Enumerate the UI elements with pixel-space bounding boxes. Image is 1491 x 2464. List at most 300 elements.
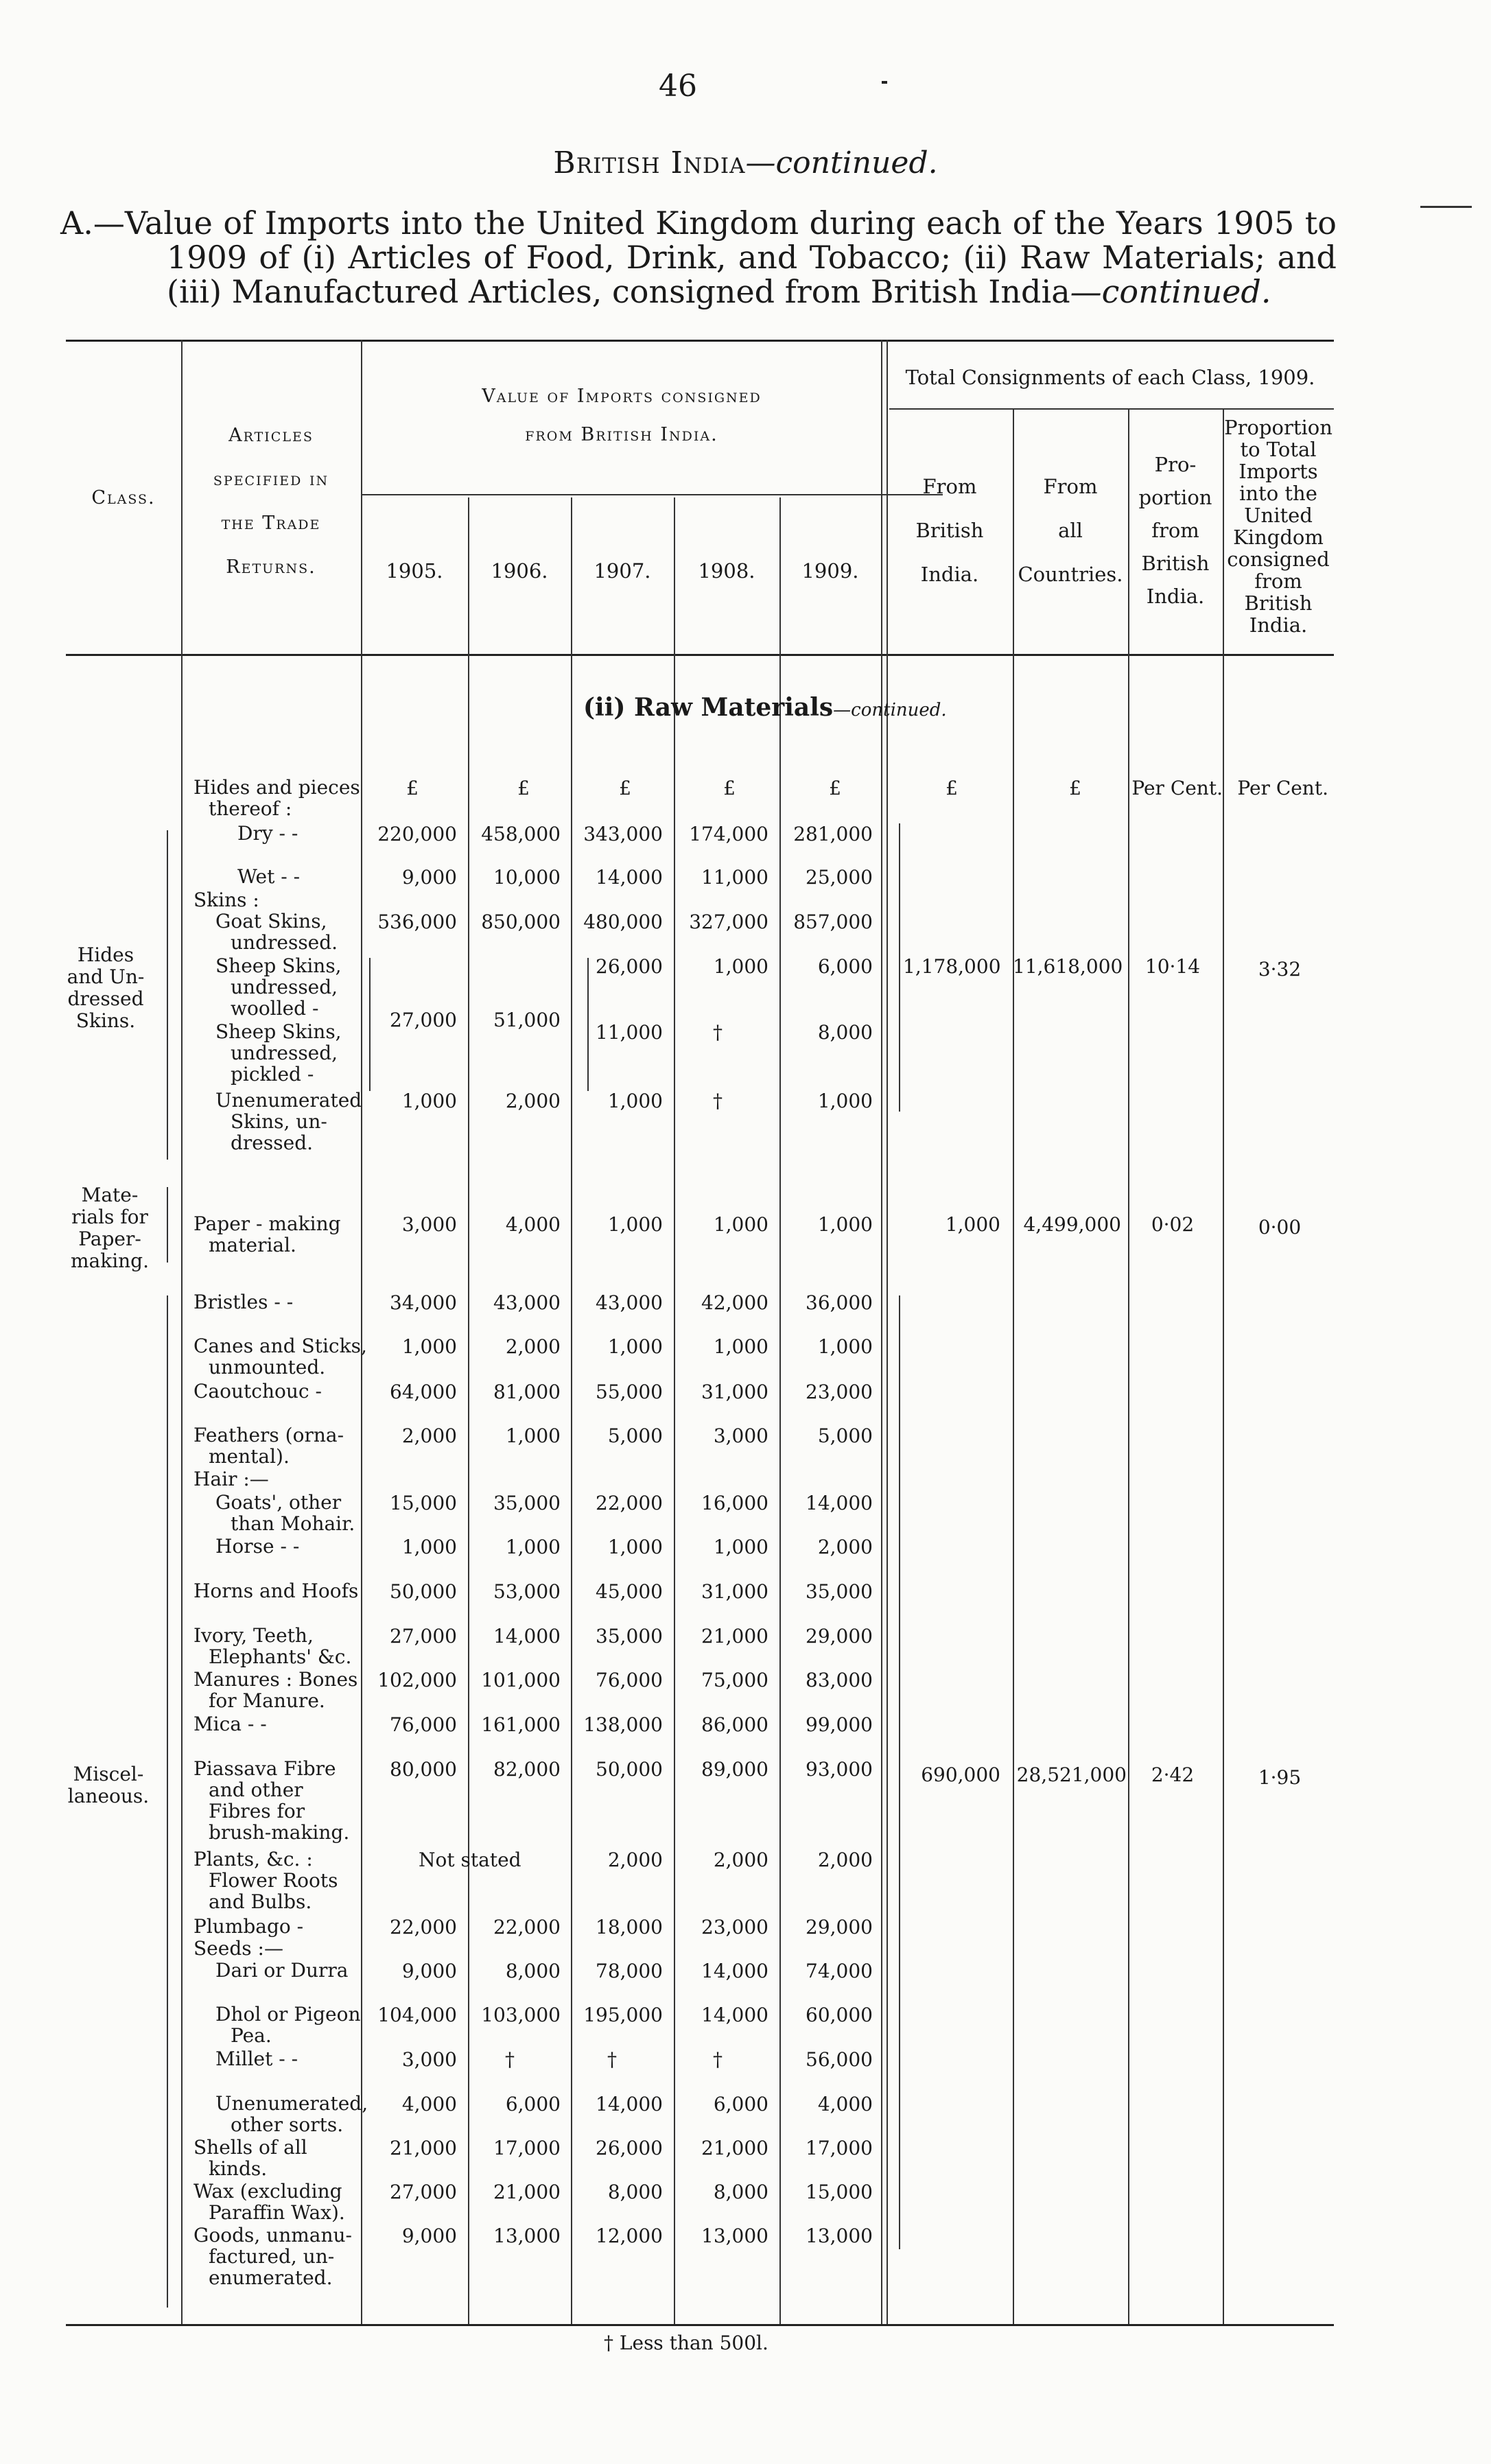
row-sheep-w-label-1: Sheep Skins, [215, 954, 342, 977]
cell-r1-c1: 458,000 [481, 823, 561, 845]
cell-r22-c2: 18,000 [596, 1916, 663, 1938]
total-hides-british: 1,178,000 [903, 955, 1001, 978]
cell-r30-c0: 9,000 [401, 2225, 457, 2247]
row-bristles: Bristles - - [193, 1291, 294, 1313]
cell-r11-c0: 64,000 [390, 1381, 457, 1403]
vrule-totals-left-a [881, 340, 882, 2324]
cell-r10-c3: 1,000 [713, 1335, 768, 1358]
cell-r1-c0: 220,000 [377, 823, 457, 845]
cell-r19-c2: 138,000 [583, 1713, 663, 1736]
header-prop-total-7: consigned [1227, 548, 1330, 571]
cell-r18-c4: 83,000 [806, 1669, 873, 1691]
cell-r4-c2: 480,000 [583, 911, 663, 933]
cell-r14-c4: 14,000 [806, 1492, 873, 1514]
header-year-1906: 1906. [491, 559, 548, 583]
cell-r28-c2: 26,000 [596, 2137, 663, 2159]
cell-r17-c2: 35,000 [596, 1625, 663, 1647]
cell-r21-c4: 2,000 [817, 1849, 873, 1871]
row-plants-label-2: Flower Roots [209, 1869, 338, 1892]
row-piassava-label-1: Piassava Fibre [193, 1757, 336, 1780]
row-dhol-label-2: Pea. [231, 2024, 272, 2047]
row-shells [193, 2137, 307, 2179]
row-piassava-label-2: and other [209, 1779, 303, 1801]
cell-r4-c3: 327,000 [689, 911, 768, 933]
header-from-all-1: From [1043, 475, 1098, 498]
title-line-1: A.—Value of Imports into the United Kingdom during each of the Years 1905 to [60, 204, 1337, 242]
unit-prop-total: Per Cent. [1237, 777, 1328, 799]
cell-r7-c4: 1,000 [817, 1090, 873, 1112]
cell-r22-c3: 23,000 [701, 1916, 768, 1938]
cell-r14-c3: 16,000 [701, 1492, 768, 1514]
row-shells-label-2: kinds. [209, 2157, 268, 2180]
cell-r26-c1: † [505, 2048, 515, 2071]
title-line-3-text: (iii) Manufactured Articles, consigned from British India [167, 273, 1070, 310]
cell-r28-c0: 21,000 [390, 2137, 457, 2159]
row-sheep-p-label-2: undressed, [231, 1042, 338, 1064]
cell-r8-c4: 1,000 [817, 1213, 873, 1236]
section-heading-cont: —continued. [833, 700, 947, 720]
cell-r2-c0: 9,000 [401, 866, 457, 889]
cell-r28-c3: 21,000 [701, 2137, 768, 2159]
header-value-group [361, 377, 882, 454]
row-goods [193, 2225, 352, 2288]
row-goats-hair [215, 1492, 355, 1534]
cell-r11-c1: 81,000 [493, 1381, 561, 1403]
header-prop-total-9: British [1244, 591, 1313, 615]
brace-hides-right [899, 823, 900, 1112]
cell-r24-c1: 8,000 [505, 1960, 561, 1982]
cell-r6-c1: 51,000 [493, 1009, 561, 1031]
cell-r2-c4: 25,000 [806, 866, 873, 889]
brace-misc-left [167, 1295, 168, 2308]
row-unenum-seeds [215, 2093, 368, 2135]
header-prop-total-1: Proportion [1224, 416, 1332, 439]
row-mica: Mica - - [193, 1713, 267, 1735]
row-feathers [193, 1424, 344, 1467]
cell-r24-c0: 9,000 [401, 1960, 457, 1982]
cell-r5-c3: 1,000 [713, 955, 768, 978]
cell-r10-c1: 2,000 [505, 1335, 561, 1358]
header-proportion-2: portion [1138, 486, 1212, 509]
header-year-1907: 1907. [594, 559, 651, 583]
cell-r2-c3: 11,000 [701, 866, 768, 889]
class-label-misc [64, 1763, 152, 1807]
row-goats-hair-label-1: Goats', other [215, 1491, 342, 1514]
cell-r10-c2: 1,000 [607, 1335, 663, 1358]
cell-r5-c4: 6,000 [817, 955, 873, 978]
unit-1905: £ [406, 777, 419, 799]
class-hides-1: Hides [77, 943, 134, 966]
total-misc-all: 28,521,000 [1016, 1763, 1127, 1786]
margin-mark [1420, 206, 1472, 208]
row-millet: Millet - - [215, 2048, 298, 2070]
unit-1906: £ [517, 777, 530, 799]
cell-r21-c2: 2,000 [607, 1849, 663, 1871]
cell-r24-c3: 14,000 [701, 1960, 768, 1982]
cell-r17-c0: 27,000 [390, 1625, 457, 1647]
header-value-group-1: Value of Imports consigned [482, 386, 762, 407]
cell-r1-c4: 281,000 [793, 823, 873, 845]
cell-r7-c3: † [713, 1090, 723, 1112]
section-heading-main: (ii) Raw Materials [583, 693, 834, 722]
header-prop-total-4: into the [1239, 482, 1317, 505]
rule-value-group [361, 494, 943, 495]
header-prop-total-3: Imports [1238, 460, 1318, 483]
row-unenum-skins-label-3: dressed. [231, 1131, 314, 1154]
cell-r11-c4: 23,000 [806, 1381, 873, 1403]
cell-r15-c1: 1,000 [505, 1536, 561, 1558]
cell-r14-c0: 15,000 [390, 1492, 457, 1514]
vrule-1906-left [468, 497, 469, 2324]
cell-r12-c4: 5,000 [817, 1424, 873, 1447]
row-feathers-label-1: Feathers (orna- [193, 1424, 344, 1446]
row-piassava-label-3: Fibres for [209, 1800, 305, 1822]
header-proportion-total [1223, 416, 1334, 636]
cell-r10-c0: 1,000 [401, 1335, 457, 1358]
cell-r7-c0: 1,000 [401, 1090, 457, 1112]
cell-r27-c1: 6,000 [505, 2093, 561, 2115]
cell-r25-c0: 104,000 [377, 2004, 457, 2026]
cell-r18-c0: 102,000 [377, 1669, 457, 1691]
cell-r29-c2: 8,000 [607, 2181, 663, 2203]
cell-r24-c2: 78,000 [596, 1960, 663, 1982]
row-goods-label-1: Goods, unmanu- [193, 2224, 353, 2246]
brace-paper-left [167, 1187, 168, 1263]
total-paper-british: 1,000 [945, 1213, 1000, 1236]
row-wax [193, 2181, 345, 2223]
cell-r20-c1: 82,000 [493, 1758, 561, 1781]
cell-r1-c2: 343,000 [583, 823, 663, 845]
cell-r2-c2: 14,000 [596, 866, 663, 889]
row-wax-label-2: Paraffin Wax). [209, 2201, 345, 2224]
row-hides-header-label-2: thereof : [209, 797, 292, 820]
header-prop-total-10: India. [1249, 613, 1308, 637]
cell-r28-c1: 17,000 [493, 2137, 561, 2159]
row-sheep-p-label-3: pickled - [231, 1063, 314, 1086]
cell-r19-c3: 86,000 [701, 1713, 768, 1736]
cell-r16-c2: 45,000 [596, 1580, 663, 1603]
cell-r4-c0: 536,000 [377, 911, 457, 933]
row-goods-label-3: enumerated. [209, 2266, 333, 2289]
class-paper-3: Paper- [78, 1228, 141, 1250]
row-piassava-label-4: brush-making. [209, 1821, 350, 1844]
stray-mark [882, 81, 887, 84]
cell-r30-c2: 12,000 [596, 2225, 663, 2247]
cell-r25-c4: 60,000 [806, 2004, 873, 2026]
total-paper-prop-total: 0·00 [1258, 1216, 1302, 1239]
total-misc-prop: 2·42 [1151, 1763, 1195, 1786]
row-caoutchouc: Caoutchouc - [193, 1380, 322, 1403]
row-shells-label-1: Shells of all [193, 2136, 307, 2159]
cell-r12-c2: 5,000 [607, 1424, 663, 1447]
row-piassava [193, 1758, 349, 1843]
header-articles-2: specified in [213, 469, 329, 490]
row-ivory [193, 1625, 351, 1667]
cell-r27-c3: 6,000 [713, 2093, 768, 2115]
row-plants-label-1: Plants, &c. : [193, 1848, 313, 1870]
cell-r19-c4: 99,000 [806, 1713, 873, 1736]
cell-r27-c4: 4,000 [817, 2093, 873, 2115]
class-label-paper [64, 1184, 155, 1272]
cell-r6-c2: 11,000 [596, 1021, 663, 1044]
row-sheep-w-label-3: woolled - [231, 997, 319, 1020]
header-year-1908: 1908. [698, 559, 755, 583]
running-head-caps: British India [553, 145, 746, 180]
class-misc-1: Miscel- [73, 1763, 144, 1785]
row-goat-label-2: undressed. [231, 931, 338, 954]
header-articles-1: Articles [228, 425, 314, 446]
row-seeds-header: Seeds :— [193, 1937, 283, 1960]
class-hides-2: and Un- [67, 965, 145, 988]
total-paper-prop: 0·02 [1151, 1213, 1195, 1236]
row-plants-label-3: and Bulbs. [209, 1890, 312, 1913]
title-line-3 [60, 274, 1337, 309]
cell-r17-c1: 14,000 [493, 1625, 561, 1647]
rule-top [66, 340, 1334, 342]
header-articles-4: Returns. [226, 556, 316, 578]
row-dhol [215, 2004, 361, 2046]
cell-r30-c4: 13,000 [806, 2225, 873, 2247]
row-canes [193, 1335, 367, 1378]
cell-r15-c4: 2,000 [817, 1536, 873, 1558]
cell-r15-c3: 1,000 [713, 1536, 768, 1558]
cell-r6-c4: 8,000 [817, 1021, 873, 1044]
section-heading [583, 693, 947, 722]
cell-r8-c1: 4,000 [505, 1213, 561, 1236]
row-feathers-label-2: mental). [209, 1445, 290, 1468]
row-hides-header [193, 777, 360, 819]
row-wet: Wet - - [237, 865, 301, 888]
total-paper-all: 4,499,000 [1023, 1213, 1121, 1236]
cell-r9-c0: 34,000 [390, 1291, 457, 1314]
row-hides-header-label-1: Hides and pieces [193, 776, 360, 799]
running-head [0, 145, 1491, 180]
cell-r22-c0: 22,000 [390, 1916, 457, 1938]
unit-all: £ [1069, 777, 1081, 799]
cell-r24-c4: 74,000 [806, 1960, 873, 1982]
total-hides-prop-total: 3·32 [1258, 958, 1302, 981]
cell-r26-c4: 56,000 [806, 2048, 873, 2071]
cell-r2-c1: 10,000 [493, 866, 561, 889]
header-prop-total-2: to Total [1240, 438, 1317, 461]
row-plumbago: Plumbago - [193, 1915, 304, 1938]
vrule-prop-total-left [1223, 408, 1224, 2324]
cell-r25-c3: 14,000 [701, 2004, 768, 2026]
class-label-hides [64, 944, 147, 1032]
row-hair-header: Hair :— [193, 1468, 269, 1490]
class-paper-1: Mate- [81, 1184, 139, 1206]
cell-r9-c1: 43,000 [493, 1291, 561, 1314]
header-prop-total-5: United [1244, 504, 1313, 527]
row-sheep-p-label-1: Sheep Skins, [215, 1020, 342, 1043]
cell-r7-c1: 2,000 [505, 1090, 561, 1112]
cell-r12-c0: 2,000 [401, 1424, 457, 1447]
cell-r29-c3: 8,000 [713, 2181, 768, 2203]
row-goat-label-1: Goat Skins, [215, 910, 327, 932]
class-misc-2: laneous. [67, 1785, 150, 1807]
row-canes-label-1: Canes and Sticks, [193, 1335, 367, 1357]
footnote: † Less than 500l. [604, 2332, 768, 2354]
cell-r29-c0: 27,000 [390, 2181, 457, 2203]
cell-r6-c0: 27,000 [390, 1009, 457, 1031]
header-proportion-3: from [1151, 519, 1199, 542]
header-proportion [1128, 448, 1223, 613]
brace-hides-left [167, 830, 168, 1160]
unit-1907: £ [619, 777, 631, 799]
cell-r20-c4: 93,000 [806, 1758, 873, 1781]
cell-r8-c0: 3,000 [401, 1213, 457, 1236]
total-hides-all: 11,618,000 [1013, 955, 1123, 978]
cell-r26-c2: † [607, 2048, 617, 2071]
title-line-3-cont: —continued. [1070, 273, 1271, 310]
row-ivory-label-2: Elephants' &c. [209, 1645, 352, 1668]
cell-r30-c3: 13,000 [701, 2225, 768, 2247]
header-class: Class. [91, 487, 156, 508]
vrule-prop-left [1128, 408, 1129, 2324]
cell-r15-c2: 1,000 [607, 1536, 663, 1558]
cell-r11-c2: 55,000 [596, 1381, 663, 1403]
cell-r7-c2: 1,000 [607, 1090, 663, 1112]
row-plants [193, 1849, 338, 1912]
cell-r25-c2: 195,000 [583, 2004, 663, 2026]
cell-r16-c4: 35,000 [806, 1580, 873, 1603]
row-skins-header: Skins : [193, 889, 259, 911]
header-proportion-4: British [1141, 552, 1210, 575]
row-paper-label-2: material. [209, 1234, 296, 1256]
cell-r8-c3: 1,000 [713, 1213, 768, 1236]
cell-r26-c0: 3,000 [401, 2048, 457, 2071]
row-dry: Dry - - [237, 822, 298, 845]
cell-r28-c4: 17,000 [806, 2137, 873, 2159]
header-prop-total-8: from [1254, 570, 1302, 593]
cell-r27-c0: 4,000 [401, 2093, 457, 2115]
rule-bottom [66, 2324, 1334, 2326]
rule-under-header [66, 654, 1334, 656]
cell-r18-c1: 101,000 [481, 1669, 561, 1691]
header-from-british-3: India. [920, 563, 979, 586]
row-horse: Horse - - [215, 1535, 300, 1558]
cell-r18-c2: 76,000 [596, 1669, 663, 1691]
total-misc-prop-total: 1·95 [1258, 1766, 1302, 1789]
cell-r16-c3: 31,000 [701, 1580, 768, 1603]
cell-r25-c1: 103,000 [481, 2004, 561, 2026]
cell-r8-c2: 1,000 [607, 1213, 663, 1236]
unit-prop: Per Cent. [1131, 777, 1223, 799]
brace-misc-right [899, 1295, 900, 2249]
cell-r9-c3: 42,000 [701, 1291, 768, 1314]
header-from-british [887, 465, 1013, 596]
cell-r22-c4: 29,000 [806, 1916, 873, 1938]
header-proportion-1: Pro- [1154, 453, 1197, 476]
cell-r29-c1: 21,000 [493, 2181, 561, 2203]
vrule-1905-left [361, 340, 362, 2324]
header-from-all-2: all [1058, 519, 1083, 542]
vrule-articles-left [181, 340, 183, 2324]
row-paper [193, 1213, 341, 1256]
cell-r12-c1: 1,000 [505, 1424, 561, 1447]
cell-r21-c3: 2,000 [713, 1849, 768, 1871]
cell-r18-c3: 75,000 [701, 1669, 768, 1691]
cell-r14-c2: 22,000 [596, 1492, 663, 1514]
row-paper-label-1: Paper - making [193, 1212, 341, 1235]
class-paper-2: rials for [71, 1206, 148, 1228]
unit-1908: £ [723, 777, 736, 799]
row-goat-skins [215, 911, 338, 953]
cell-r9-c4: 36,000 [806, 1291, 873, 1314]
header-from-all-3: Countries. [1018, 563, 1123, 586]
table-title [60, 206, 1337, 309]
cell-r17-c3: 21,000 [701, 1625, 768, 1647]
vrule-totals-left-b [887, 340, 888, 2324]
vrule-1908-left [674, 497, 675, 2324]
cell-r9-c2: 43,000 [596, 1291, 663, 1314]
cell-r10-c4: 1,000 [817, 1335, 873, 1358]
cell-r17-c4: 29,000 [806, 1625, 873, 1647]
cell-r20-c3: 89,000 [701, 1758, 768, 1781]
row-ivory-label-1: Ivory, Teeth, [193, 1624, 314, 1647]
row-canes-label-2: unmounted. [209, 1356, 326, 1378]
cell-r15-c0: 1,000 [401, 1536, 457, 1558]
cell-r30-c1: 13,000 [493, 2225, 561, 2247]
cell-r12-c3: 3,000 [713, 1424, 768, 1447]
row-unenum-seeds-label-2: other sorts. [231, 2113, 344, 2136]
row-sheep-pickled [215, 1021, 342, 1085]
row-dari: Dari or Durra [215, 1959, 349, 1982]
row-wax-label-1: Wax (excluding [193, 2180, 342, 2203]
cell-r22-c1: 22,000 [493, 1916, 561, 1938]
row-unenum-skins-label-1: Unenumerated [215, 1089, 362, 1112]
header-year-1909: 1909. [801, 559, 859, 583]
total-misc-british: 690,000 [921, 1763, 1000, 1786]
vrule-1907-left [571, 497, 572, 2324]
cell-r14-c1: 35,000 [493, 1492, 561, 1514]
header-proportion-5: India. [1146, 585, 1205, 608]
cell-r26-c3: † [713, 2048, 723, 2071]
cell-r29-c4: 15,000 [806, 2181, 873, 2203]
rule-total-group [889, 408, 1334, 410]
row-manures-label-1: Manures : Bones [193, 1668, 358, 1691]
note-not-stated: Not stated [419, 1849, 521, 1871]
cell-r20-c2: 50,000 [596, 1758, 663, 1781]
header-from-british-2: British [915, 519, 984, 542]
row-sheep-w-label-2: undressed, [231, 976, 338, 998]
row-unenum-seeds-label-1: Unenumerated, [215, 2092, 368, 2115]
running-head-cont: —continued. [745, 145, 938, 180]
header-year-1905: 1905. [386, 559, 443, 583]
page-number: 46 [659, 69, 697, 104]
header-prop-total-6: Kingdom [1233, 526, 1324, 549]
unit-1909: £ [829, 777, 841, 799]
row-sheep-woolled [215, 955, 342, 1019]
vrule-all-left [1013, 408, 1014, 2324]
row-manures [193, 1669, 357, 1711]
title-line-2: 1909 of (i) Articles of Food, Drink, and Tobacco; (ii) Raw Materials; and [167, 239, 1337, 276]
header-value-group-2: from British India. [525, 424, 718, 445]
header-from-british-1: From [922, 475, 977, 498]
cell-r11-c3: 31,000 [701, 1381, 768, 1403]
cell-r19-c0: 76,000 [390, 1713, 457, 1736]
row-unenum-skins [215, 1090, 362, 1153]
row-manures-label-2: for Manure. [209, 1689, 325, 1712]
cell-r6-c3: † [713, 1021, 723, 1044]
cell-r19-c1: 161,000 [481, 1713, 561, 1736]
cell-r16-c1: 53,000 [493, 1580, 561, 1603]
cell-r5-c2: 26,000 [596, 955, 663, 978]
class-paper-4: making. [70, 1249, 150, 1272]
cell-r16-c0: 50,000 [390, 1580, 457, 1603]
header-articles [181, 414, 361, 589]
class-hides-3: dressed [67, 987, 144, 1010]
